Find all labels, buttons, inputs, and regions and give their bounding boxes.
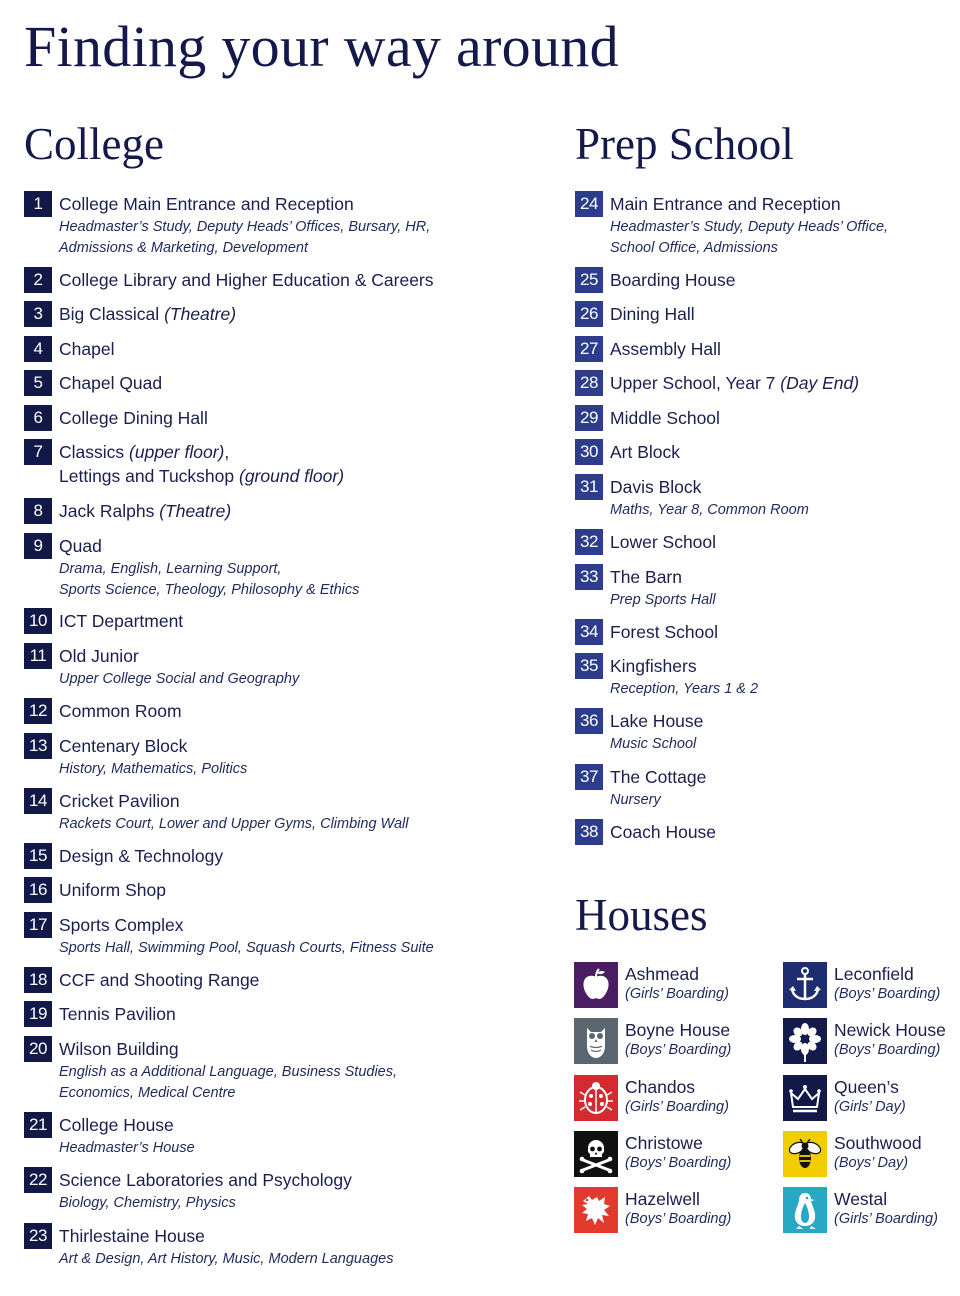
location-note: (upper floor) — [129, 442, 225, 462]
house-type: (Boys’ Day) — [834, 1155, 909, 1171]
location-number: 22 — [24, 1167, 52, 1193]
location-name: Tennis Pavilion — [59, 1004, 176, 1024]
location-number: 30 — [575, 439, 603, 465]
location-detail: Headmaster’s Study, Deputy Heads’ Office, — [610, 219, 889, 235]
location-name: Upper School, Year 7 — [610, 373, 776, 393]
location-number: 33 — [575, 564, 603, 590]
location-detail: Headmaster’s Study, Deputy Heads’ Offices, Bursary, HR, — [59, 219, 431, 235]
location-name: Old Junior — [59, 646, 139, 666]
house-ashmead — [574, 962, 774, 1010]
location-detail: Upper College Social and Geography — [59, 671, 300, 687]
location-number: 23 — [24, 1223, 52, 1249]
location-name: Assembly Hall — [610, 339, 721, 359]
location-name: Middle School — [610, 408, 720, 428]
location-number: 21 — [24, 1112, 52, 1138]
separator: , — [224, 442, 230, 462]
house-type: (Girls’ Boarding) — [834, 1211, 938, 1227]
house-name: Newick House — [834, 1020, 946, 1040]
house-type: (Girls’ Day) — [834, 1099, 906, 1115]
location-number: 26 — [575, 301, 603, 327]
location-name: Coach House — [610, 822, 717, 842]
location-number: 5 — [24, 370, 52, 396]
location-number: 31 — [575, 474, 603, 500]
location-detail: Admissions & Marketing, Development — [59, 240, 309, 256]
location-number: 7 — [24, 439, 52, 465]
house-name: Chandos — [625, 1077, 696, 1097]
anchor-icon — [783, 962, 827, 1008]
houses-heading: Houses — [575, 890, 708, 940]
house-type: (Girls’ Boarding) — [625, 1099, 729, 1115]
location-detail: Reception, Years 1 & 2 — [610, 681, 759, 697]
house-newick — [783, 1018, 960, 1066]
location-name: The Barn — [610, 567, 682, 587]
location-number: 18 — [24, 967, 52, 993]
house-name: Boyne House — [625, 1020, 731, 1040]
location-number: 32 — [575, 529, 603, 555]
house-name: Christowe — [625, 1133, 703, 1153]
location-detail: Art & Design, Art History, Music, Modern Languages — [59, 1251, 394, 1267]
house-name: Southwood — [834, 1133, 922, 1153]
location-note: (Theatre) — [159, 501, 232, 521]
location-name: Lake House — [610, 711, 704, 731]
location-name: Forest School — [610, 622, 718, 642]
location-number: 13 — [24, 733, 52, 759]
college-heading: College — [24, 119, 164, 169]
page-title: Finding your way around — [24, 14, 619, 79]
location-detail: Prep Sports Hall — [610, 592, 716, 608]
location-number: 36 — [575, 708, 603, 734]
house-type: (Boys’ Boarding) — [625, 1042, 732, 1058]
location-number: 35 — [575, 653, 603, 679]
location-number: 1 — [24, 191, 52, 217]
apple-icon — [574, 962, 618, 1008]
house-name: Ashmead — [625, 964, 699, 984]
location-name: ICT Department — [59, 611, 184, 631]
location-name: Kingfishers — [610, 656, 697, 676]
location-note: (Theatre) — [164, 304, 237, 324]
location-name: Centenary Block — [59, 736, 188, 756]
location-note: (ground floor) — [239, 466, 345, 486]
location-name: Lower School — [610, 532, 717, 552]
house-hazelwell — [574, 1187, 774, 1235]
location-number: 3 — [24, 301, 52, 327]
location-detail: Economics, Medical Centre — [59, 1085, 236, 1101]
location-number: 8 — [24, 498, 52, 524]
location-name: Uniform Shop — [59, 880, 166, 900]
location-number: 37 — [575, 764, 603, 790]
skull-crossbones-icon — [574, 1131, 618, 1177]
location-number: 16 — [24, 877, 52, 903]
location-note: (Day End) — [780, 373, 860, 393]
house-type: (Boys’ Boarding) — [834, 986, 941, 1002]
crown-icon — [783, 1075, 827, 1121]
house-name: Westal — [834, 1189, 888, 1209]
location-name: Thirlestaine House — [59, 1226, 205, 1246]
location-name: Lettings and Tuckshop — [59, 466, 235, 486]
location-number: 20 — [24, 1036, 52, 1062]
location-detail: School Office, Admissions — [610, 240, 778, 256]
location-number: 4 — [24, 336, 52, 362]
location-detail: Headmaster’s House — [59, 1140, 195, 1156]
location-name: The Cottage — [610, 767, 707, 787]
location-name: Main Entrance and Reception — [610, 194, 841, 214]
location-number: 15 — [24, 843, 52, 869]
penguin-icon — [783, 1187, 827, 1233]
location-detail: English as a Additional Language, Business Studies, — [59, 1064, 398, 1080]
location-number: 10 — [24, 608, 52, 634]
location-number: 17 — [24, 912, 52, 938]
location-detail: Sports Science, Theology, Philosophy & Ethics — [59, 582, 360, 598]
dragon-icon — [574, 1187, 618, 1233]
house-christowe — [574, 1131, 774, 1179]
house-queens — [783, 1075, 960, 1123]
house-southwood — [783, 1131, 960, 1179]
location-number: 2 — [24, 267, 52, 293]
location-number: 28 — [575, 370, 603, 396]
location-name: College Library and Higher Education & Careers — [59, 270, 434, 290]
location-name: Davis Block — [610, 477, 702, 497]
location-name: Boarding House — [610, 270, 736, 290]
house-chandos — [574, 1075, 774, 1123]
location-name: Chapel — [59, 339, 115, 359]
house-westal — [783, 1187, 960, 1235]
location-detail: Nursery — [610, 792, 661, 808]
house-type: (Girls’ Boarding) — [625, 986, 729, 1002]
house-type: (Boys’ Boarding) — [625, 1211, 732, 1227]
location-number: 9 — [24, 533, 52, 559]
location-detail: Biology, Chemistry, Physics — [59, 1195, 236, 1211]
location-name: Chapel Quad — [59, 373, 163, 393]
location-name: Design & Technology — [59, 846, 224, 866]
house-boyne — [574, 1018, 774, 1066]
location-number: 6 — [24, 405, 52, 431]
house-name: Queen’s — [834, 1077, 899, 1097]
location-name: College Main Entrance and Reception — [59, 194, 354, 214]
bee-icon — [783, 1131, 827, 1177]
flower-icon — [783, 1018, 827, 1064]
house-name: Hazelwell — [625, 1189, 700, 1209]
location-name: Common Room — [59, 701, 182, 721]
location-name: College Dining Hall — [59, 408, 208, 428]
location-number: 27 — [575, 336, 603, 362]
house-name: Leconfield — [834, 964, 914, 984]
location-number: 29 — [575, 405, 603, 431]
location-detail: Sports Hall, Swimming Pool, Squash Courts, Fitness Suite — [59, 940, 434, 956]
location-detail: History, Mathematics, Politics — [59, 761, 248, 777]
owl-icon — [574, 1018, 618, 1064]
location-number: 34 — [575, 619, 603, 645]
house-type: (Boys’ Boarding) — [834, 1042, 941, 1058]
location-name: CCF and Shooting Range — [59, 970, 260, 990]
location-name: Art Block — [610, 442, 681, 462]
location-name: Big Classical — [59, 304, 160, 324]
location-name: Cricket Pavilion — [59, 791, 180, 811]
location-name: College House — [59, 1115, 174, 1135]
location-name: Jack Ralphs — [59, 501, 155, 521]
prep-school-heading: Prep School — [575, 119, 794, 169]
location-name: Wilson Building — [59, 1039, 179, 1059]
location-number: 11 — [24, 643, 52, 669]
location-number: 25 — [575, 267, 603, 293]
location-name: Sports Complex — [59, 915, 184, 935]
location-number: 14 — [24, 788, 52, 814]
location-name: Science Laboratories and Psychology — [59, 1170, 352, 1190]
location-name: Quad — [59, 536, 102, 556]
location-name: Classics — [59, 442, 125, 462]
house-leconfield — [783, 962, 960, 1010]
location-detail: Rackets Court, Lower and Upper Gyms, Climbing Wall — [59, 816, 409, 832]
location-number: 19 — [24, 1001, 52, 1027]
location-detail: Maths, Year 8, Common Room — [610, 502, 809, 518]
house-type: (Boys’ Boarding) — [625, 1155, 732, 1171]
location-name: Dining Hall — [610, 304, 695, 324]
location-number: 38 — [575, 819, 603, 845]
location-detail: Drama, English, Learning Support, — [59, 561, 282, 577]
ladybird-icon — [574, 1075, 618, 1121]
location-number: 24 — [575, 191, 603, 217]
location-detail: Music School — [610, 736, 697, 752]
location-number: 12 — [24, 698, 52, 724]
